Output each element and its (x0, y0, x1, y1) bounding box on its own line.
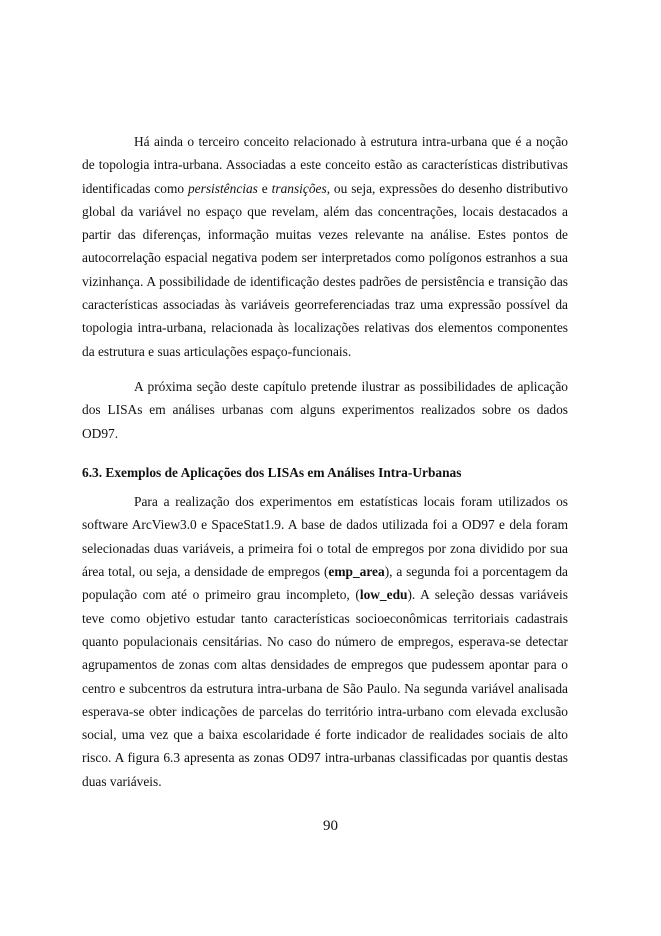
paragraph-text: ). A seleção dessas variáveis teve como objetivo estudar tanto características socioeconômicas territoriais cadastrais quanto populacionais censitárias. No caso do número de empregos, esperava-se detectar agrupamentos de zonas com altas densidades de empregos que pudessem apontar para o centro e subcentros da estrutura intra-urbana de São Paulo. Na segunda variável analisada esperava-se obter indicações de parcelas do território intra-urbano com elevada exclusão social, uma vez que a baixa escolaridade é forte indicador de realidades sociais de alto risco. A figura 6.3 apresenta as zonas OD97 intra-urbanas classificadas por quantis destas duas variáveis. (82, 587, 568, 789)
paragraph-text: , ou seja, expressões do desenho distributivo global da variável no espaço que revelam, além das concentrações, locais destacados a partir das diferenças, informação muitas vezes relevante na análise. Estes pontos de autocorrelação espacial negativa podem ser interpretados como polígonos estranhos a sua vizinhança. A possibilidade de identificação destes padrões de persistência e transição das características associadas às variáveis georreferenciadas traz uma expressão possível da topologia intra-urbana, relacionada às localizações relativas dos elementos componentes da estrutura e suas articulações espaço-funcionais. (82, 180, 569, 359)
paragraph-text: e (257, 180, 272, 196)
page-number: 90 (323, 818, 338, 834)
paragraph-text: Para a realização dos experimentos em estatísticas locais foram utilizados os software ArcView3.0 e SpaceStat1.9. A base de dados utilizada foi a OD97 e dela foram selecionadas duas variáveis, a primeira foi o total de empregos por zona dividido por sua área total, ou seja, a densidade de empregos ( (82, 494, 568, 580)
variable-name: emp_area (328, 564, 385, 580)
paragraph-experiments (82, 490, 568, 793)
variable-name: low_edu (359, 587, 408, 603)
body-text (82, 130, 568, 793)
italic-term: transições (271, 180, 327, 196)
paragraph-topology (82, 130, 568, 363)
paragraph-text: ), a segunda foi a porcentagem da população com até o primeiro grau incompleto, ( (82, 564, 568, 603)
paragraph-next-section: A próxima seção deste capítulo pretende ilustrar as possibilidades de aplicação dos LISAs em análises urbanas com alguns experimentos realizados sobre os dados OD97. (82, 378, 568, 441)
italic-term: persistências (187, 180, 258, 196)
section-heading: 6.3. Exemplos de Aplicações dos LISAs em Análises Intra-Urbanas (82, 464, 462, 480)
paragraph-text: Há ainda o terceiro conceito relacionado à estrutura intra-urbana que é a noção de topologia intra-urbana. Associadas a este conceito estão as características distributivas identificadas como (82, 134, 568, 196)
